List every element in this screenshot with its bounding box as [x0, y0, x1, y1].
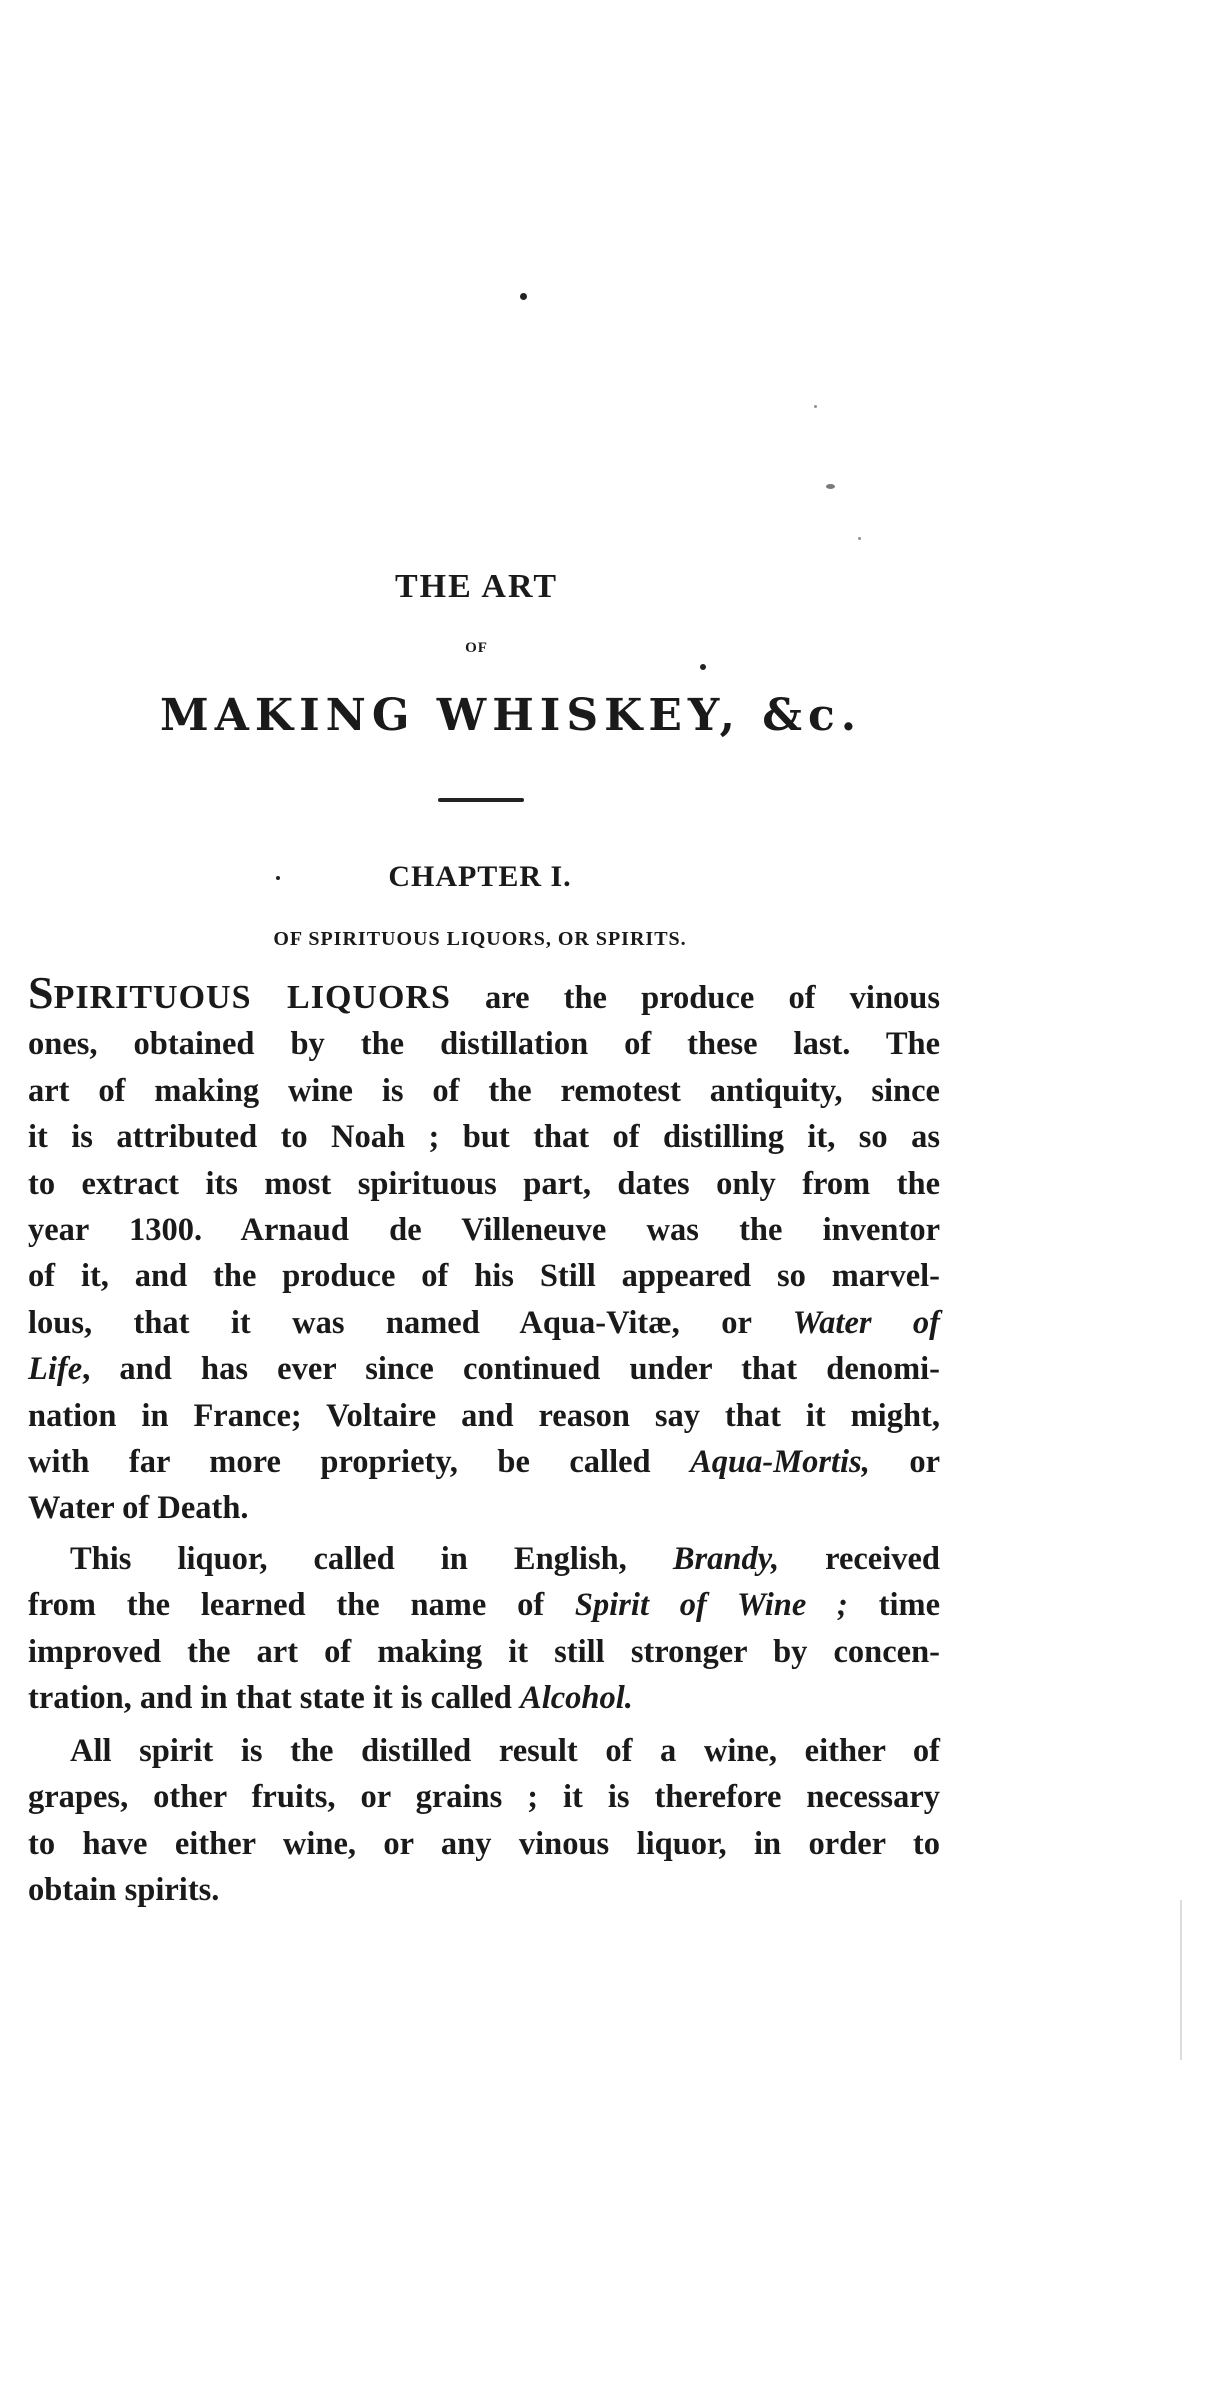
text-line: art of making wine is of the remotest antiquity, since	[28, 1072, 940, 1109]
text-span: tration, and in that state it is called	[28, 1680, 521, 1717]
scan-speck	[814, 405, 817, 408]
text-span: or	[869, 1444, 940, 1481]
text-span: lous, that it was named Aqua-Vitæ, or	[28, 1304, 793, 1341]
italic-text: Aqua-Mortis,	[690, 1444, 870, 1481]
text-span: , and has ever since continued under that denomi-	[82, 1351, 940, 1388]
text-line: grapes, other fruits, or grains ; it is therefore necessary	[28, 1779, 940, 1816]
italic-text: Alcohol.	[520, 1680, 633, 1717]
text-line: to extract its most spirituous part, dates only from the	[28, 1165, 940, 1202]
italic-text: Life	[28, 1351, 83, 1388]
scan-speck	[520, 293, 527, 300]
text-line: obtain spirits.	[28, 1872, 220, 1909]
text-line: All spirit is the distilled result of a wine, either of	[70, 1733, 940, 1769]
text-line	[28, 1675, 940, 1721]
text-line	[28, 1300, 940, 1346]
text-line	[28, 1582, 940, 1628]
paragraph-1	[28, 967, 940, 1532]
italic-text: Brandy,	[672, 1541, 780, 1577]
title-of: OF	[465, 640, 488, 656]
text-line	[28, 1439, 940, 1485]
scan-margin-shadow	[1180, 1900, 1182, 2060]
text-line: of it, and the produce of his Still appeared so marvel-	[28, 1258, 940, 1295]
scan-speck	[826, 484, 835, 489]
paragraph-3	[28, 1728, 940, 1914]
text-line: improved the art of making it still stronger by concen-	[28, 1633, 940, 1670]
text-line: Water of Death.	[28, 1490, 249, 1527]
title-the-art: THE ART	[394, 568, 558, 605]
text-line	[28, 1536, 940, 1582]
text-line: ones, obtained by the distillation of these last. The	[28, 1026, 940, 1063]
scan-speck	[858, 537, 861, 540]
main-title: MAKING WHISKEY, &c.	[160, 690, 863, 741]
chapter-subtitle: OF SPIRITUOUS LIQUORS, OR SPIRITS.	[273, 928, 687, 950]
text-span: This liquor, called in English,	[70, 1541, 673, 1577]
scan-speck	[700, 664, 706, 670]
title-divider	[438, 798, 524, 802]
lead-words: PIRITUOUS LIQUORS	[53, 979, 451, 1016]
paragraph-2	[28, 1536, 940, 1722]
text-line: to have either wine, or any vinous liquor, in order to	[28, 1825, 940, 1862]
text-span: are the produce of vinous	[450, 980, 940, 1016]
text-span: time	[847, 1587, 940, 1624]
text-line: year 1300. Arnaud de Villeneuve was the inventor	[28, 1212, 940, 1249]
text-line	[28, 967, 940, 1021]
chapter-title: CHAPTER I.	[388, 860, 572, 893]
text-line: it is attributed to Noah ; but that of distilling it, so as	[28, 1119, 940, 1156]
text-line	[28, 1346, 940, 1392]
italic-text: Spirit of Wine ;	[574, 1587, 848, 1624]
text-span: received	[779, 1541, 940, 1577]
text-span: from the learned the name of	[28, 1587, 575, 1624]
text-span: with far more propriety, be called	[28, 1444, 691, 1481]
drop-cap: S	[28, 967, 54, 1018]
text-line: nation in France; Voltaire and reason say that it might,	[28, 1397, 940, 1434]
italic-text: Water of	[792, 1304, 940, 1341]
